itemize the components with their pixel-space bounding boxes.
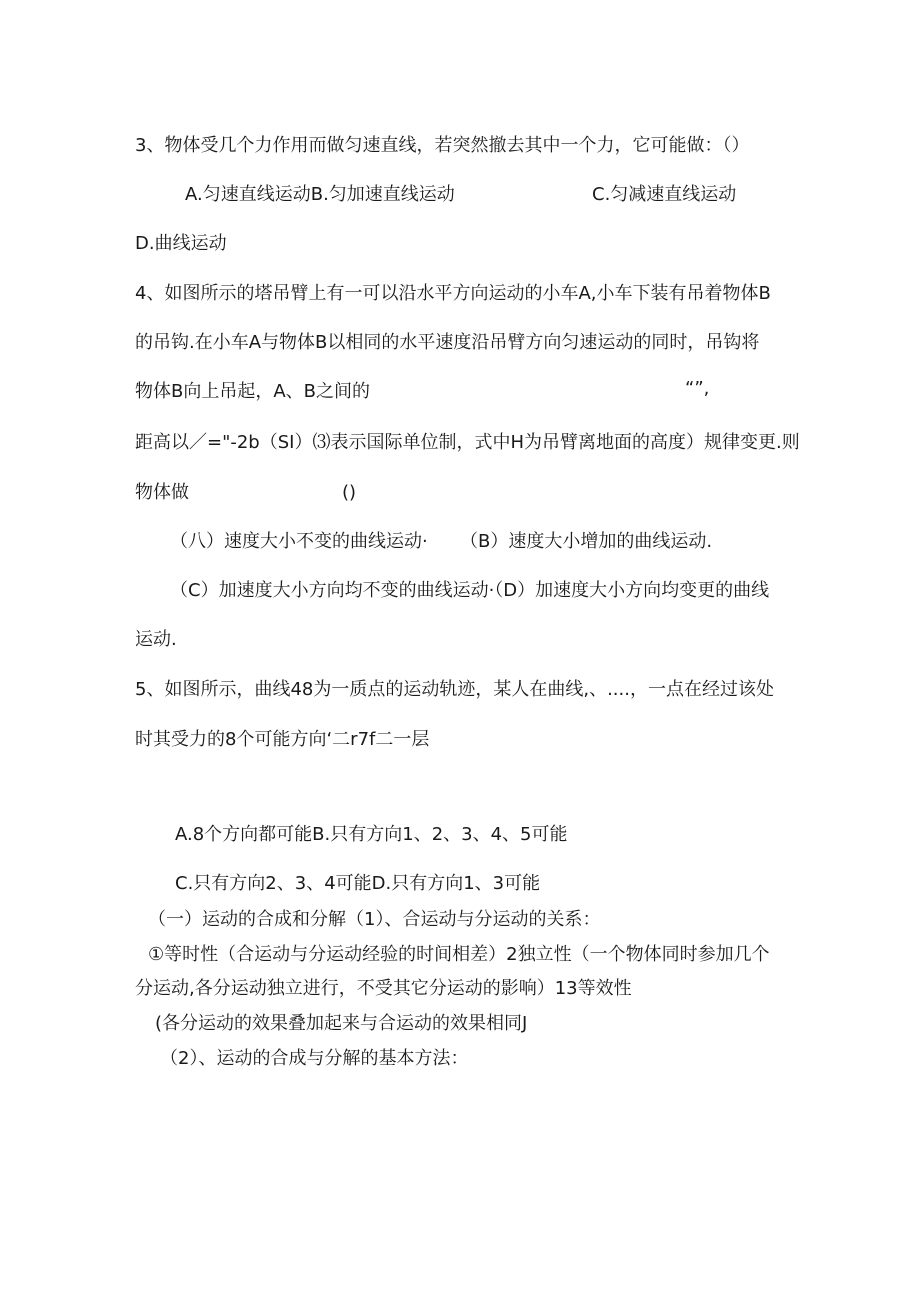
- q4-line-2: 的吊钩.在小车A与物体B以相同的水平速度沿吊臂方向匀速运动的同时，吊钩将: [135, 332, 760, 353]
- q4-line-5: 物体做: [135, 482, 189, 503]
- q5-line-2: 时其受力的8个可能方向‘二r7f二一层: [135, 729, 430, 750]
- q4-answer-blank: (): [342, 482, 357, 503]
- notes-paragraph-2: 分运动,各分运动独立进行，不受其它分运动的影响）13等效性: [135, 978, 632, 999]
- q4-option-cd: （C）加速度大小方向均不变的曲线运动·（D）加速度大小方向均变更的曲线: [170, 580, 770, 601]
- q4-line-3-quote: “”,: [685, 378, 710, 399]
- q5-option-ab: A.8个方向都可能B.只有方向1、2、3、4、5可能: [175, 824, 568, 845]
- notes-paragraph-3: (各分运动的效果叠加起来与合运动的效果相同J: [155, 1013, 528, 1034]
- notes-paragraph-1: ①等时性（合运动与分运动经验的时间相差）2独立性（一个物体同时参加几个: [148, 944, 770, 965]
- notes-paragraph-4: （2）、运动的合成与分解的基本方法：: [160, 1048, 469, 1069]
- q3-option-d: D.曲线运动: [135, 233, 227, 254]
- q4-option-b: （B）速度大小增加的曲线运动.: [460, 531, 713, 552]
- q3-option-c: C.匀减速直线运动: [592, 184, 737, 205]
- q4-option-cd-continued: 运动.: [135, 629, 177, 650]
- q3-stem: 3、物体受几个力作用而做匀速直线，若突然撤去其中一个力，它可能做：（）: [135, 135, 750, 156]
- q4-option-a: （八）速度大小不变的曲线运动·: [170, 531, 428, 552]
- notes-heading: （一）运动的合成和分解（1）、合运动与分运动的关系：: [148, 909, 601, 930]
- q4-line-3: 物体B向上吊起，A、B之间的: [135, 381, 371, 402]
- q5-line-1: 5、如图所示，曲线48为一质点的运动轨迹，某人在曲线,、....，一点在经过该处: [135, 679, 774, 700]
- q4-line-1: 4、如图所示的塔吊臂上有一可以沿水平方向运动的小车A,小车下装有吊着物体B: [135, 283, 771, 304]
- q3-option-ab: A.匀速直线运动B.匀加速直线运动: [185, 184, 455, 205]
- q5-option-cd: C.只有方向2、3、4可能D.只有方向1、3可能: [175, 873, 541, 894]
- q4-line-4: 距高以／="-2b（SI）⑶表示国际单位制，式中H为吊臂离地面的高度）规律变更.则: [135, 432, 800, 453]
